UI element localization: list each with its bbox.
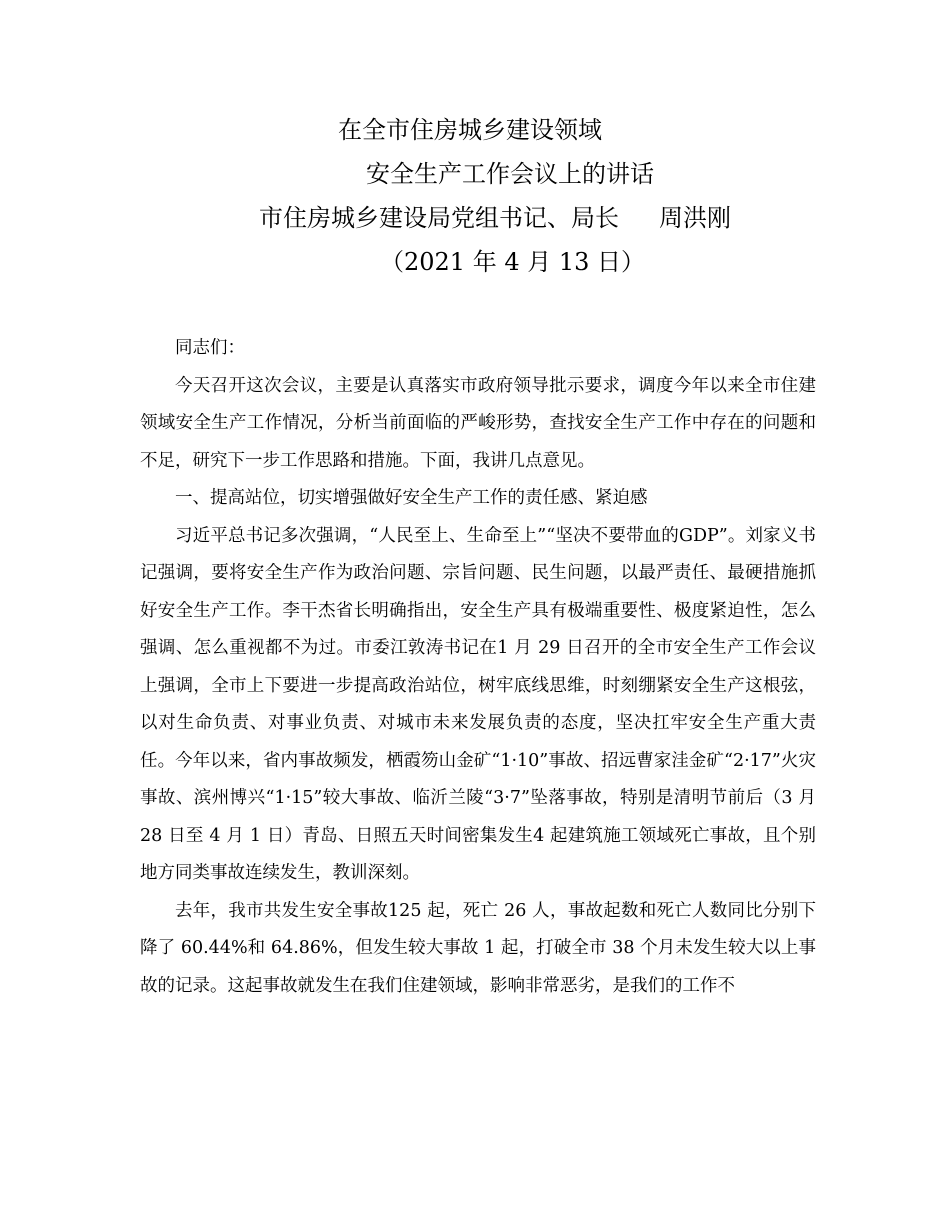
paragraph-last-year: 去年，我市共发生安全事故125 起，死亡 26 人，事故起数和死亡人数同比分别下降了 60.44%和 64.86%，但发生较大事故 1 起，打破全市 38 个月未发生较大以上事故的记录。这起事故就发生在我们住建领域，影响非常恶劣，是我们的工作不 [140, 900, 816, 996]
salutation: 同志们： [175, 338, 245, 358]
speech-body [140, 330, 816, 1005]
speech-date: （2021 年 4 月 13 日） [380, 248, 646, 276]
section-heading-1: 一、提高站位，切实增强做好安全生产工作的责任感、紧迫感 [175, 488, 648, 508]
title-line-1: 在全市住房城乡建设领域 [338, 116, 602, 144]
speaker-line [259, 196, 731, 240]
paragraph-section-1: 习近平总书记多次强调，“人民至上、生命至上”“坚决不要带血的GDP”。刘家义书记强调，要将安全生产作为政治问题、宗旨问题、民生问题，以最严责任、最硬措施抓好安全生产工作。李干杰省长明确指出，安全生产具有极端重要性、极度紧迫性，怎么强调、怎么重视都不为过。市委江敦涛书记在1 月 29 日召开的全市安全生产工作会议上强调，全市上下要进一步提高政治站位，树牢底线思维，时刻绷紧安全生产这根弦，以对生命负责、对事业负责、对城市未来发展负责的态度，坚决扛牢安全生产重大责任。今年以来，省内事故频发，栖霞笏山金矿“1·10”事故、招远曹家洼金矿“2·17”火灾事故、滨州博兴“1·15”较大事故、临沂兰陵“3·7”坠落事故，特别是清明节前后（3 月 28 日至 4 月 1 日）青岛、日照五天时间密集发生4 起建筑施工领域死亡事故，且个别地方同类事故连续发生，教训深刻。 [140, 525, 816, 883]
speaker-name: 周洪刚 [659, 204, 731, 232]
paragraph-intro: 今天召开这次会议，主要是认真落实市政府领导批示要求，调度今年以来全市住建领域安全生产工作情况，分析当前面临的严峻形势，查找安全生产工作中存在的问题和不足，研究下一步工作思路和措施。下面，我讲几点意见。 [140, 375, 816, 471]
speaker-position: 市住房城乡建设局党组书记、局长 [259, 204, 619, 232]
title-line-2: 安全生产工作会议上的讲话 [366, 160, 654, 188]
